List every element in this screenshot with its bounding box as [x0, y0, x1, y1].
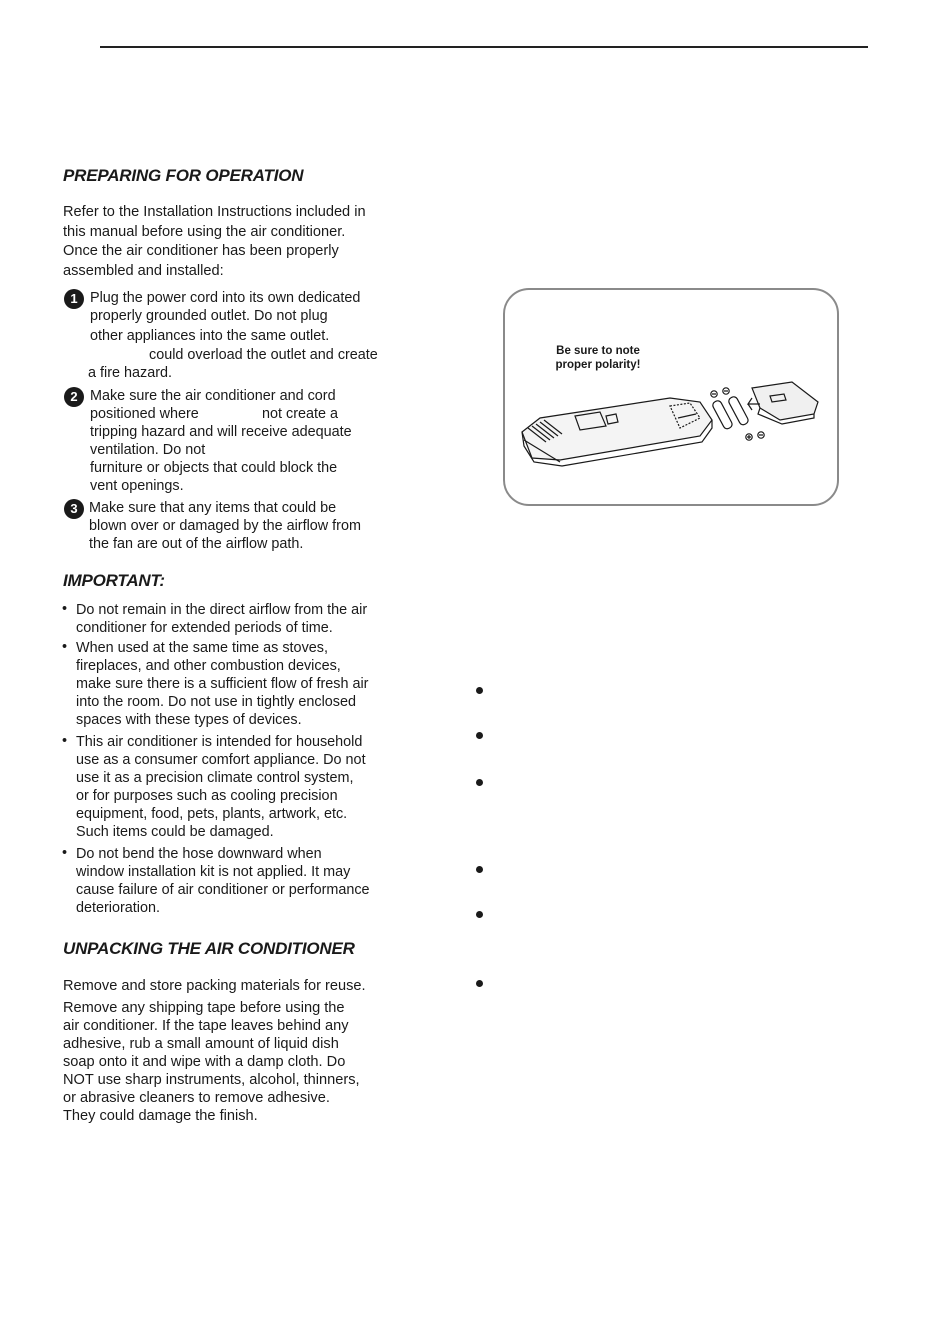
- step-1-line: a fire hazard.: [88, 365, 172, 381]
- important-line: equipment, food, pets, plants, artwork, etc.: [76, 806, 348, 822]
- intro-line: assembled and installed:: [63, 263, 224, 279]
- right-bullet-dot: [476, 779, 483, 786]
- unpacking-line: soap onto it and wipe with a damp cloth. Do: [63, 1054, 346, 1070]
- step-2-line: positioned where: [90, 406, 199, 422]
- important-line: spaces with these types of devices.: [76, 712, 302, 728]
- right-bullet-dot: [476, 732, 483, 739]
- step-1-line: properly grounded outlet. Do not plug: [90, 308, 328, 324]
- step-2-line: Make sure the air conditioner and cord: [90, 388, 336, 404]
- intro-line: this manual before using the air conditioner.: [63, 224, 346, 240]
- step-1-line: Plug the power cord into its own dedicated: [90, 290, 361, 306]
- step-3-line: blown over or damaged by the airflow from: [89, 518, 361, 534]
- polarity-caption-line: Be sure to note: [556, 345, 640, 357]
- important-line: Do not bend the hose downward when: [76, 846, 322, 862]
- step-number-badge: 2: [64, 387, 84, 407]
- step-2-line: vent openings.: [90, 478, 184, 494]
- unpacking-line: They could damage the finish.: [63, 1108, 258, 1124]
- heading-important: IMPORTANT:: [63, 571, 165, 590]
- important-line: Such items could be damaged.: [76, 824, 274, 840]
- important-line: into the room. Do not use in tightly enclosed: [76, 694, 356, 710]
- important-line: deterioration.: [76, 900, 160, 916]
- unpacking-line: NOT use sharp instruments, alcohol, thinners,: [63, 1072, 360, 1088]
- step-number-badge: 3: [64, 499, 84, 519]
- important-line: conditioner for extended periods of time.: [76, 620, 333, 636]
- right-bullet-dot: [476, 687, 483, 694]
- step-2-line: ventilation. Do not: [90, 442, 206, 458]
- heading-preparing: PREPARING FOR OPERATION: [63, 166, 304, 185]
- intro-line: Once the air conditioner has been properly: [63, 243, 339, 259]
- bullet-marker: •: [62, 733, 68, 749]
- unpacking-line: Remove any shipping tape before using the: [63, 1000, 345, 1016]
- bullet-marker: •: [62, 601, 68, 617]
- bullet-marker: •: [62, 845, 68, 861]
- right-bullet-dot: [476, 980, 483, 987]
- important-line: use it as a precision climate control system,: [76, 770, 354, 786]
- polarity-caption-line: proper polarity!: [555, 359, 641, 371]
- unpacking-line: air conditioner. If the tape leaves behind any: [63, 1018, 349, 1034]
- step-number-badge: 1: [64, 289, 84, 309]
- step-3-line: the fan are out of the airflow path.: [89, 536, 304, 552]
- unpacking-line: adhesive, rub a small amount of liquid dish: [63, 1036, 339, 1052]
- important-line: use as a consumer comfort appliance. Do not: [76, 752, 366, 768]
- right-bullet-dot: [476, 911, 483, 918]
- step-1-line: could overload the outlet and create: [149, 347, 378, 363]
- important-line: fireplaces, and other combustion devices,: [76, 658, 341, 674]
- unpacking-para-1: Remove and store packing materials for reuse.: [63, 978, 366, 994]
- step-3-line: Make sure that any items that could be: [89, 500, 337, 516]
- step-2-line: tripping hazard and will receive adequate: [90, 424, 352, 440]
- right-bullet-dot: [476, 866, 483, 873]
- bullet-marker: •: [62, 639, 68, 655]
- important-line: or for purposes such as cooling precision: [76, 788, 338, 804]
- important-line: make sure there is a sufficient flow of fresh air: [76, 676, 369, 692]
- important-line: Do not remain in the direct airflow from the air: [76, 602, 368, 618]
- important-line: This air conditioner is intended for household: [76, 734, 363, 750]
- important-line: window installation kit is not applied. It may: [76, 864, 351, 880]
- step-2-line: furniture or objects that could block the: [90, 460, 338, 476]
- step-1-line: other appliances into the same outlet.: [90, 328, 330, 344]
- step-2-line: not create a: [262, 406, 339, 422]
- heading-unpacking: UNPACKING THE AIR CONDITIONER: [63, 939, 355, 958]
- unpacking-line: or abrasive cleaners to remove adhesive.: [63, 1090, 330, 1106]
- important-line: When used at the same time as stoves,: [76, 640, 328, 656]
- intro-line: Refer to the Installation Instructions included in: [63, 204, 366, 220]
- important-line: cause failure of air conditioner or performance: [76, 882, 370, 898]
